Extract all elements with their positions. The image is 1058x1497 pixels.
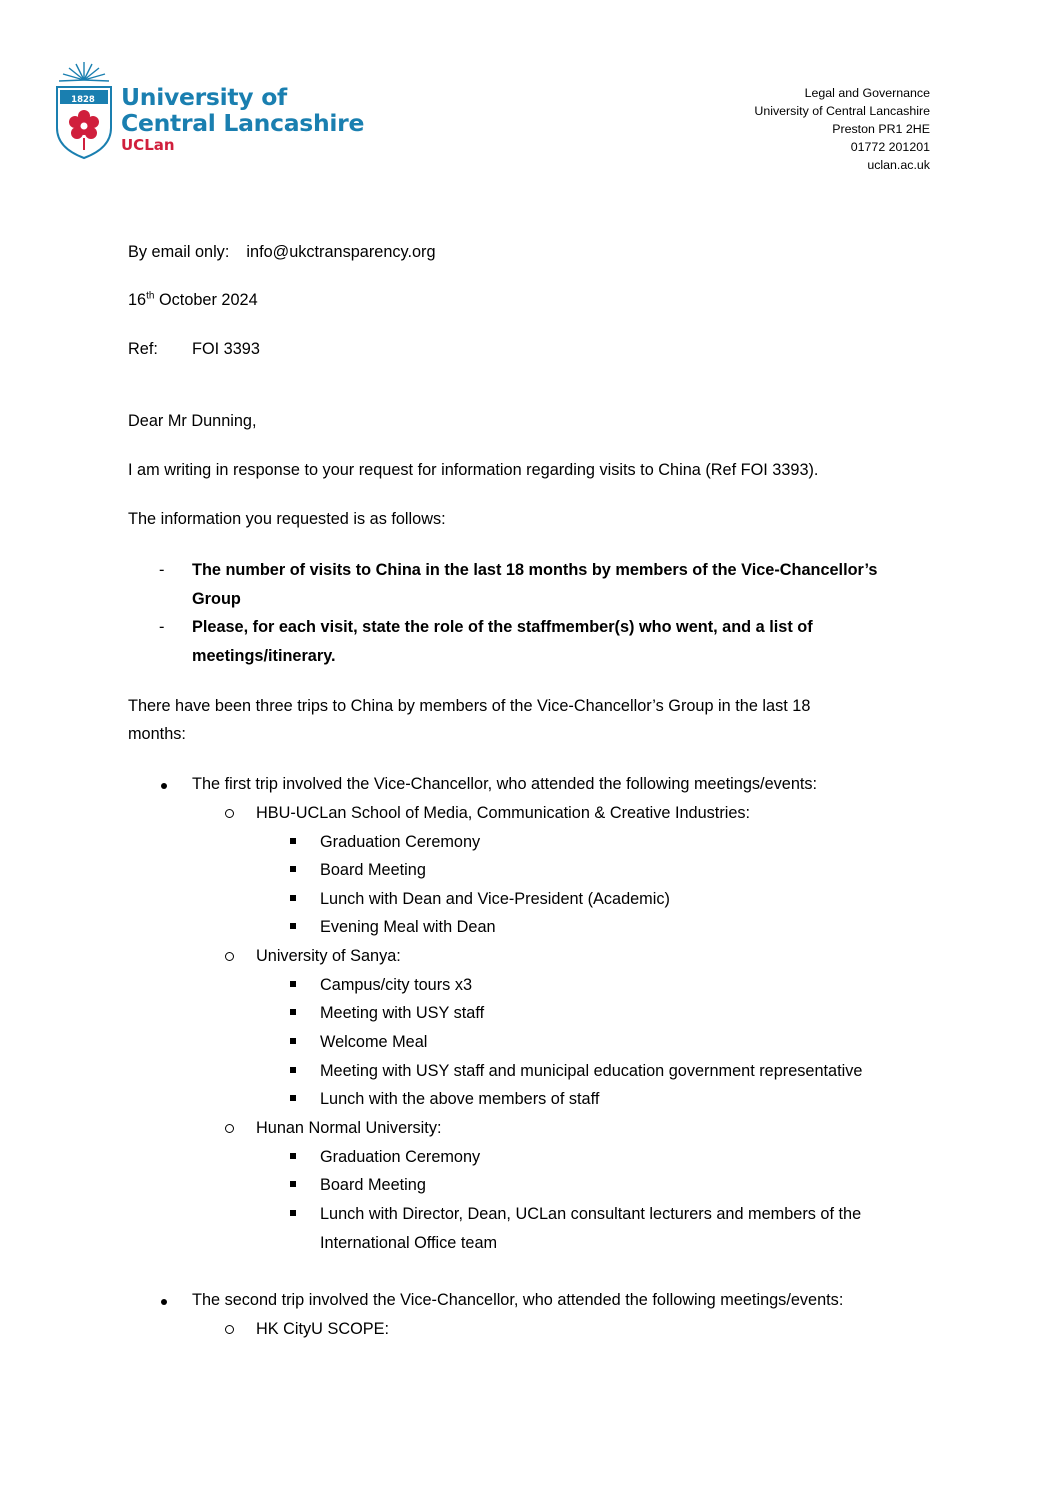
- square-bullet-icon: [290, 895, 296, 901]
- institution-name: University of Sanya:: [256, 947, 401, 965]
- circle-bullet-icon: [225, 1325, 234, 1334]
- circle-bullet-icon: [225, 952, 234, 961]
- square-bullet-icon: [290, 866, 296, 872]
- institution-name: HK CityU SCOPE:: [256, 1320, 389, 1338]
- square-bullet-icon: [290, 981, 296, 987]
- address-line: University of Central Lancashire: [754, 104, 930, 118]
- request-dash: -: [159, 618, 165, 636]
- request-dash: -: [159, 561, 165, 579]
- request-line: The number of visits to China in the last 18 months by members of the Vice-Chancellor’s: [192, 561, 878, 579]
- logo-line-1: University of: [121, 83, 287, 111]
- date-suffix: th: [146, 290, 155, 302]
- event-item: Meeting with USY staff and municipal education government representative: [320, 1062, 863, 1080]
- event-item: Lunch with the above members of staff: [320, 1090, 600, 1108]
- email-address: info@ukctransparency.org: [246, 243, 436, 261]
- sender-address: [754, 84, 930, 174]
- event-item: Evening Meal with Dean: [320, 918, 496, 936]
- letter-date: [128, 286, 258, 315]
- email-line: [128, 238, 436, 267]
- ref-value: FOI 3393: [192, 340, 260, 358]
- event-item: Lunch with Dean and Vice-President (Academic): [320, 890, 670, 908]
- bullet-icon: [161, 783, 167, 789]
- salutation: Dear Mr Dunning,: [128, 412, 257, 430]
- event-item: Graduation Ceremony: [320, 1148, 481, 1166]
- bullet-icon: [161, 1299, 167, 1305]
- university-logo: [54, 60, 364, 160]
- square-bullet-icon: [290, 1095, 296, 1101]
- address-line: Preston PR1 2HE: [832, 122, 930, 136]
- logo-line-3: UCLan: [121, 136, 175, 154]
- event-item: Graduation Ceremony: [320, 833, 481, 851]
- square-bullet-icon: [290, 1210, 296, 1216]
- event-item: Welcome Meal: [320, 1033, 428, 1051]
- event-item: Meeting with USY staff: [320, 1004, 485, 1022]
- circle-bullet-icon: [225, 1124, 234, 1133]
- address-line: uclan.ac.uk: [867, 158, 930, 172]
- date-day: 16: [128, 291, 147, 309]
- request-line: meetings/itinerary.: [192, 647, 336, 665]
- summary-line: months:: [128, 725, 186, 743]
- square-bullet-icon: [290, 923, 296, 929]
- institution-name: HBU-UCLan School of Media, Communication & Creative Industries:: [256, 804, 751, 822]
- request-line: Please, for each visit, state the role of the staffmember(s) who went, and a list of: [192, 618, 813, 636]
- event-item-continuation: International Office team: [320, 1234, 498, 1252]
- logo-year: 1828: [71, 95, 95, 105]
- institution-name: Hunan Normal University:: [256, 1119, 442, 1137]
- ref-label: Ref:: [128, 340, 158, 358]
- square-bullet-icon: [290, 1067, 296, 1073]
- event-item: Board Meeting: [320, 861, 426, 879]
- intro-paragraph: I am writing in response to your request for information regarding visits to China (Ref FOI 3393).: [128, 461, 819, 479]
- trip-1-text: The first trip involved the Vice-Chancellor, who attended the following meetings/events:: [192, 775, 818, 793]
- square-bullet-icon: [290, 1181, 296, 1187]
- trip-2-text: The second trip involved the Vice-Chancellor, who attended the following meetings/events:: [192, 1291, 844, 1309]
- email-label: By email only:: [128, 243, 230, 261]
- square-bullet-icon: [290, 838, 296, 844]
- square-bullet-icon: [290, 1153, 296, 1159]
- date-rest: October 2024: [154, 291, 258, 309]
- square-bullet-icon: [290, 1009, 296, 1015]
- event-item: Campus/city tours x3: [320, 976, 473, 994]
- square-bullet-icon: [290, 1038, 296, 1044]
- event-item: Board Meeting: [320, 1176, 426, 1194]
- request-line: Group: [192, 590, 241, 608]
- logo-line-2: Central Lancashire: [121, 109, 365, 137]
- info-intro: The information you requested is as follows:: [128, 510, 446, 528]
- event-item: Lunch with Director, Dean, UCLan consultant lecturers and members of the: [320, 1205, 862, 1223]
- circle-bullet-icon: [225, 809, 234, 818]
- shield-icon: [54, 60, 114, 160]
- address-line: 01772 201201: [850, 140, 930, 154]
- address-line: Legal and Governance: [804, 86, 930, 100]
- summary-line: There have been three trips to China by members of the Vice-Chancellor’s Group in the last 18: [128, 697, 811, 715]
